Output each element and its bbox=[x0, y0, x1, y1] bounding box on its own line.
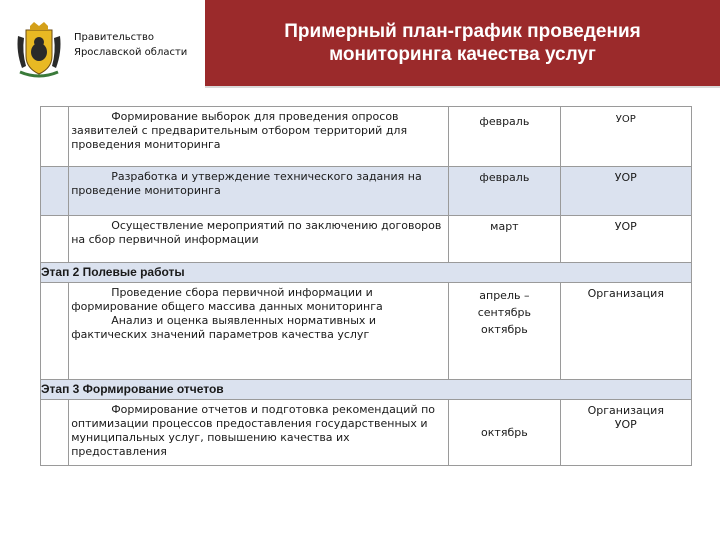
responsible-line: УОР bbox=[614, 418, 637, 431]
stage-header-row bbox=[41, 263, 692, 283]
row-marker-cell bbox=[41, 216, 69, 263]
table-row bbox=[41, 167, 692, 216]
table-row bbox=[41, 216, 692, 263]
task-cell bbox=[69, 283, 449, 380]
org-name-line2: Ярославской области bbox=[74, 47, 188, 58]
stage3-title: Этап 3 Формирование отчетов bbox=[41, 380, 692, 400]
period-line: апрель – bbox=[479, 289, 530, 302]
task-text: Анализ и оценка выявленных нормативных и фактических значений параметров качества услуг bbox=[71, 314, 377, 341]
stage-header-row bbox=[41, 380, 692, 400]
responsible-cell: УОР bbox=[560, 107, 691, 167]
page-title-line2: мониторинга качества услуг bbox=[329, 44, 596, 65]
task-text: Разработка и утверждение технического задания на проведение мониторинга bbox=[71, 170, 422, 197]
page-title-line1: Примерный план-график проведения bbox=[284, 21, 641, 42]
period-cell: март bbox=[449, 216, 560, 263]
row-marker-cell bbox=[41, 107, 69, 167]
period-line: сентябрь bbox=[477, 306, 532, 319]
task-text: Формирование отчетов и подготовка рекомендаций по оптимизации процессов предоставления государственных и муниципальных услуг, повышению качества их предоставления bbox=[71, 403, 436, 458]
row-marker-cell bbox=[41, 400, 69, 466]
task-text: Осуществление мероприятий по заключению договоров на сбор первичной информации bbox=[71, 219, 442, 246]
table-row bbox=[41, 283, 692, 380]
period-line: октябрь bbox=[481, 323, 528, 336]
period-cell: февраль bbox=[449, 107, 560, 167]
task-cell bbox=[69, 167, 449, 216]
responsible-cell bbox=[560, 400, 691, 466]
table-row bbox=[41, 400, 692, 466]
organization-name bbox=[74, 30, 187, 60]
task-cell bbox=[69, 107, 449, 167]
schedule-table bbox=[40, 106, 692, 466]
task-cell bbox=[69, 216, 449, 263]
task-text: Формирование выборок для проведения опросов заявителей с предварительным отбором территорий для проведения мониторинга bbox=[71, 110, 408, 151]
header-logo-block bbox=[0, 0, 205, 88]
responsible-cell: УОР bbox=[560, 216, 691, 263]
row-marker-cell bbox=[41, 167, 69, 216]
task-text: Проведение сбора первичной информации и формирование общего массива данных мониторинга bbox=[71, 286, 383, 313]
responsible-line: Организация bbox=[587, 404, 664, 417]
stage2-title: Этап 2 Полевые работы bbox=[41, 263, 692, 283]
title-banner bbox=[205, 0, 720, 88]
org-name-line1: Правительство bbox=[74, 32, 154, 43]
responsible-cell: Организация bbox=[560, 283, 691, 380]
task-cell bbox=[69, 400, 449, 466]
responsible-cell: УОР bbox=[560, 167, 691, 216]
coat-of-arms-icon bbox=[12, 22, 66, 80]
period-cell: февраль bbox=[449, 167, 560, 216]
table-row bbox=[41, 107, 692, 167]
page-title bbox=[248, 20, 678, 66]
period-cell bbox=[449, 283, 560, 380]
period-cell: октябрь bbox=[449, 400, 560, 466]
row-marker-cell bbox=[41, 283, 69, 380]
